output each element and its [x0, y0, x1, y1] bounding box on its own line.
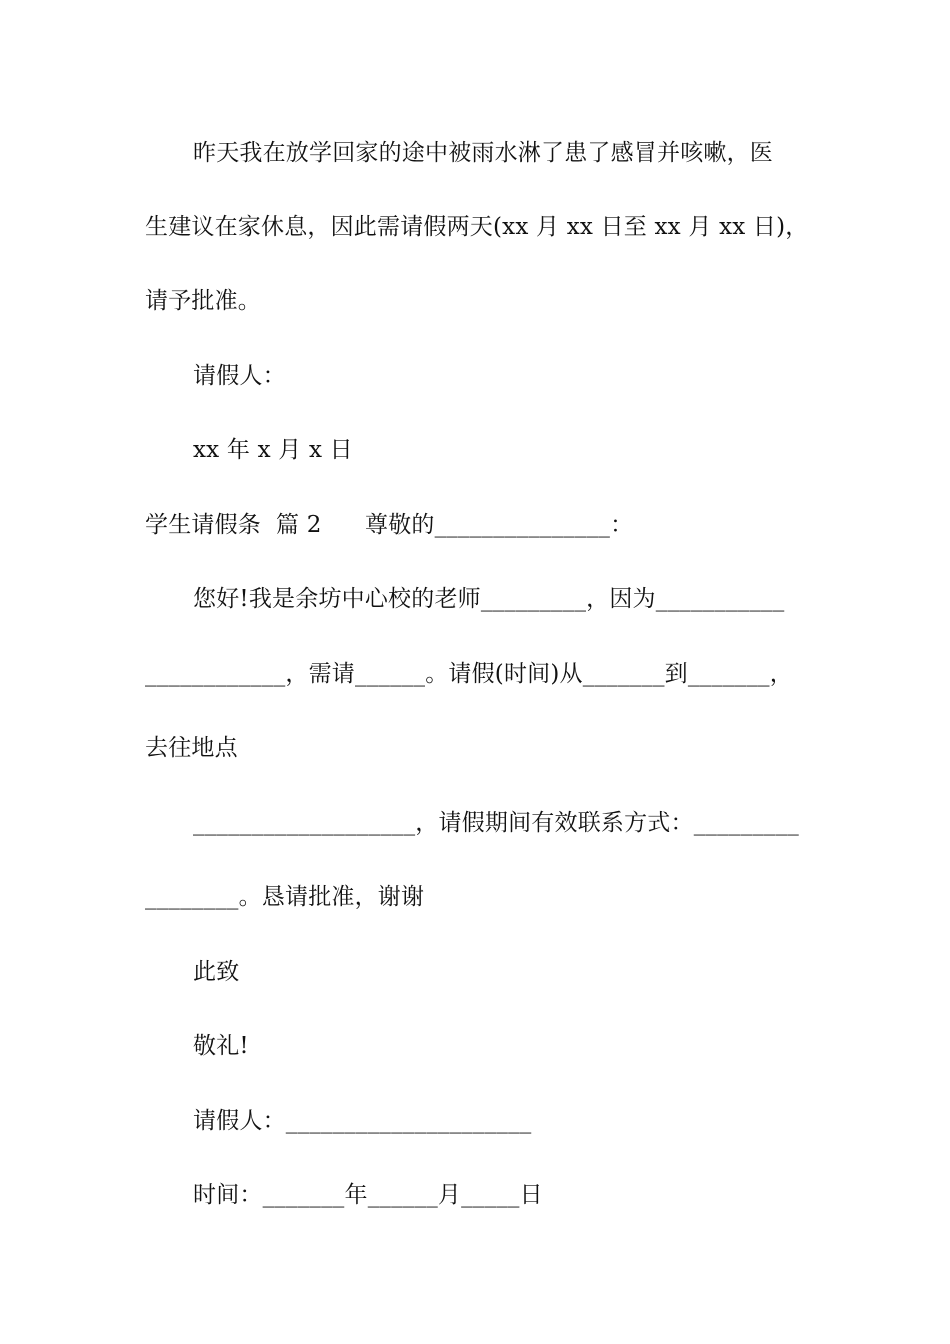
closing-line: 此致 [193, 959, 240, 985]
paragraph-line: 去往地点 [145, 735, 238, 761]
paragraph-line: 昨天我在放学回家的途中被雨水淋了患了感冒并咳嗽，医 [193, 140, 773, 166]
paragraph-line: ________。恳请批准，谢谢 [145, 884, 425, 910]
date-text: xx 年 x 月 x 日 [193, 437, 353, 463]
salutation: 尊敬的_______________： [365, 512, 634, 538]
closing-line: 敬礼! [193, 1033, 249, 1059]
paragraph-line: 请予批准。 [145, 288, 261, 314]
signer-label: 请假人：_____________________ [193, 1108, 532, 1134]
signer-label: 请假人： [193, 363, 286, 389]
paragraph-line: ___________________，请假期间有效联系方式：_________ [193, 810, 799, 836]
section-heading: 学生请假条 篇 2 [145, 512, 322, 538]
paragraph-line: 您好!我是余坊中心校的老师_________，因为___________ [193, 586, 785, 612]
date-line: 时间：_______年______月_____日 [193, 1182, 543, 1208]
paragraph-line: 生建议在家休息，因此需请假两天(xx 月 xx 日至 xx 月 xx 日)， [145, 214, 809, 240]
paragraph-line: ____________，需请______。请假(时间)从_______到_______， [145, 661, 793, 687]
